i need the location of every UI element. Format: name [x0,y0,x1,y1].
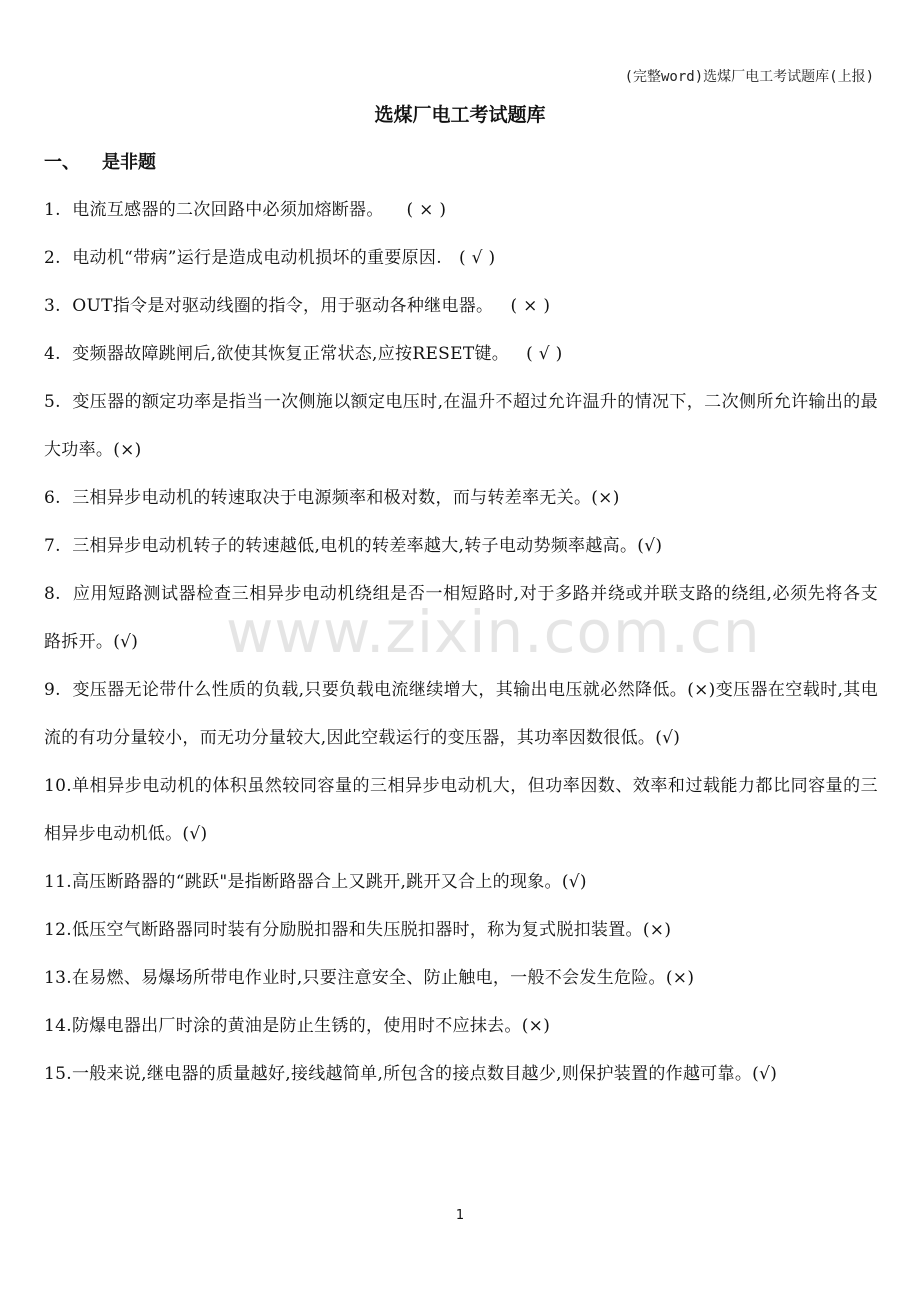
question-text: 单相异步电动机的体积虽然较同容量的三相异步电动机大，但功率因数、效率和过载能力都比同容量的三相异步电动机低。 [44,776,878,844]
question-text: 在易燃、易爆场所带电作业时,只要注意安全、防止触电，一般不会发生危险。 [71,968,666,988]
question-text: 变压器的额定功率是指当一次侧施以额定电压时,在温升不超过允许温升的情况下，二次侧所允许输出的最大功率。 [44,392,878,460]
page-number: 1 [455,1208,465,1223]
question-item [44,906,878,954]
question-answer: (√) [113,632,139,652]
question-number: 2. [44,248,61,268]
question-text: 三相异步电动机的转速取决于电源频率和极对数，而与转差率无关。 [72,488,592,508]
question-item [44,234,878,282]
question-item [44,858,878,906]
question-number: 12. [44,920,72,940]
question-number: 9. [44,680,61,700]
question-text: 高压断路器的“跳跃"是指断路器合上又跳开,跳开又合上的现象。 [71,872,562,892]
question-number: 15. [44,1064,72,1084]
document-title: 选煤厂电工考试题库 [374,104,546,126]
question-answer: (×) [113,440,142,460]
question-item [44,1002,878,1050]
question-answer: ( × ) [383,200,447,220]
question-answer: ( √ ) [509,344,563,364]
question-number: 1. [44,200,61,220]
question-item [44,762,878,858]
section-label: 是非题 [102,152,156,173]
question-text: 应用短路测试器检查三相异步电动机绕组是否一相短路时,对于多路并绕或并联支路的绕组,必须先将各支路拆开。 [44,584,878,652]
question-number: 11. [44,872,72,892]
question-item [44,954,878,1002]
question-text: 三相异步电动机转子的转速越低,电机的转差率越大,转子电动势频率越高。 [72,536,638,556]
question-text: 变频器故障跳闸后,欲使其恢复正常状态,应按RESET键。 [72,344,510,364]
question-answer: (×) [642,920,672,940]
question-answer: (√) [655,728,681,748]
question-list [44,186,878,1098]
question-text: 低压空气断路器同时装有分励脱扣器和失压脱扣器时，称为复式脱扣装置。 [71,920,643,940]
question-number: 5. [44,392,61,412]
question-answer: (√) [752,1064,778,1084]
page-header: (完整word)选煤厂电工考试题库(上报) [624,69,874,85]
question-number: 4. [44,344,61,364]
question-item [44,378,878,474]
question-text: OUT指令是对驱动线圈的指令，用于驱动各种继电器。 [72,296,494,316]
section-heading [44,148,156,174]
question-number: 8. [44,584,61,604]
question-number: 10. [44,776,72,796]
question-item [44,474,878,522]
question-text: 电流互感器的二次回路中必须加熔断器。 [72,200,384,220]
question-number: 7. [44,536,61,556]
question-answer: ( √ ) [441,248,496,268]
question-number: 6. [44,488,61,508]
question-text: 电动机“带病”运行是造成电动机损坏的重要原因. [72,248,442,268]
question-text: 防爆电器出厂时涂的黄油是防止生锈的，使用时不应抹去。 [71,1016,522,1036]
section-number: 一、 [44,152,80,173]
question-item [44,666,878,762]
question-number: 13. [44,968,72,988]
question-answer: (×) [591,488,620,508]
question-answer: (×) [665,968,695,988]
question-answer: (×) [521,1016,551,1036]
question-answer: (√) [561,872,587,892]
question-number: 14. [44,1016,72,1036]
question-number: 3. [44,296,61,316]
question-text: 一般来说,继电器的质量越好,接线越简单,所包含的接点数目越少,则保护装置的作越可靠。 [71,1064,753,1084]
question-item [44,330,878,378]
question-answer: ( × ) [493,296,551,316]
question-item [44,1050,878,1098]
question-item [44,282,878,330]
watermark: www.zixin.com.cn [226,598,761,666]
question-text: 变压器无论带什么性质的负载,只要负载电流继续增大，其输出电压就必然降低。(×)变压器在空载时,其电流的有功分量较小，而无功分量较大,因此空载运行的变压器，其功率因数很低。 [44,680,878,748]
question-answer: (√) [182,824,208,844]
question-item [44,186,878,234]
question-item [44,570,878,666]
question-item [44,522,878,570]
question-answer: (√) [637,536,663,556]
